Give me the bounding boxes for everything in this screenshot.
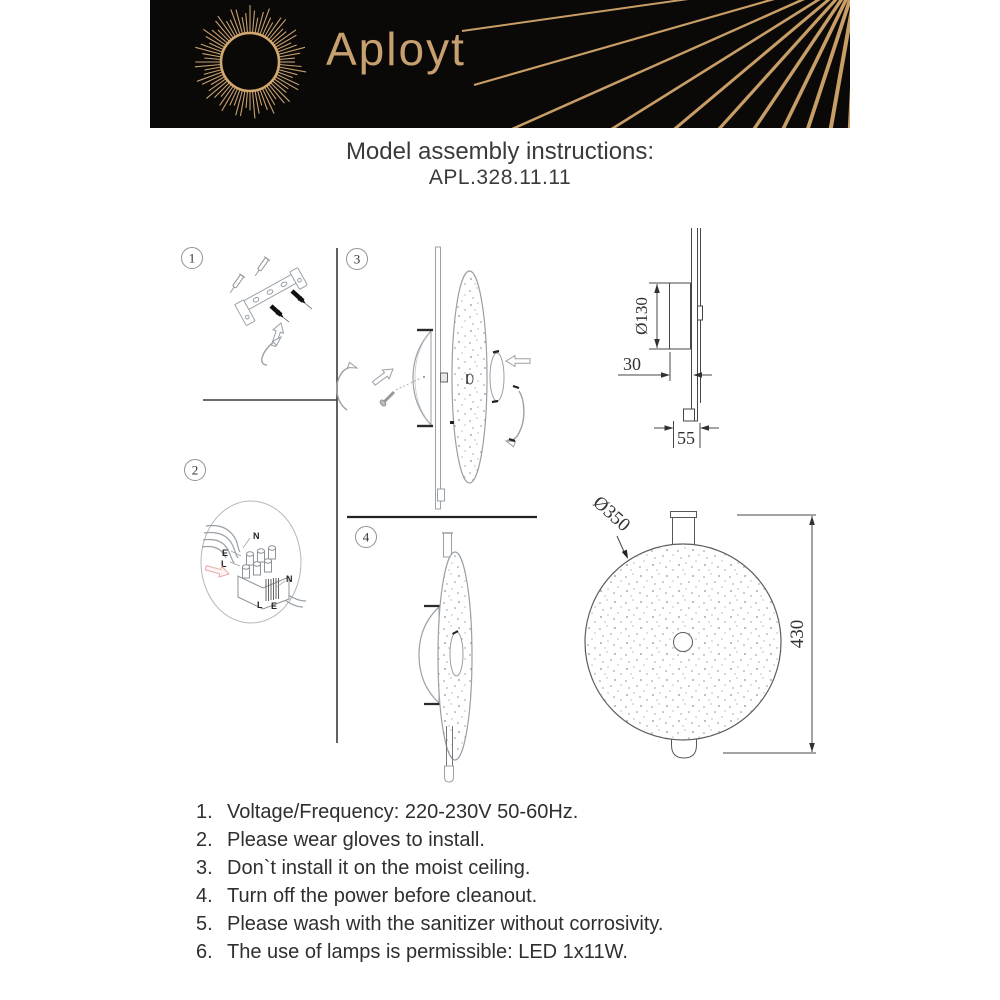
brand-name: Aployt	[326, 23, 466, 75]
dim-label-55: 55	[677, 428, 695, 448]
rail-profile	[692, 228, 698, 421]
lamp-disc-side	[450, 271, 487, 483]
rotate-arrow-icon	[262, 335, 283, 365]
corner-rays-decoration	[462, 0, 850, 128]
top-rod	[444, 533, 452, 557]
rail-connector	[441, 373, 448, 382]
attach-arrow-icon	[371, 365, 397, 388]
step-2-number: 2	[191, 462, 199, 478]
wire-label-l: L	[221, 559, 227, 569]
dim-label-130: Ø130	[632, 297, 651, 335]
lamp-disc-assembled	[438, 552, 472, 760]
top-stub	[673, 517, 695, 547]
wall-anchor-screws	[227, 257, 270, 295]
step-1-number: 1	[188, 250, 196, 266]
wire-label-e: E	[222, 548, 229, 558]
step-4-assembled-diagram	[419, 533, 472, 782]
dim-label-30: 30	[623, 354, 641, 374]
push-direction-arrows	[271, 291, 312, 322]
banner-decor	[150, 0, 850, 128]
assembly-drawings	[150, 228, 850, 790]
mount-bracket	[413, 330, 433, 426]
list-item: 2. Please wear gloves to install.	[196, 829, 485, 851]
terminal-label-e: E	[271, 601, 278, 611]
list-item: 1. Voltage/Frequency: 220-230V 50-60Hz.	[196, 801, 579, 823]
step-3-number: 3	[353, 251, 361, 267]
rotate-arrow-right-icon	[505, 386, 524, 447]
brand-banner	[150, 0, 850, 128]
step-2-wiring-diagram	[201, 501, 306, 623]
wire-label-n: N	[253, 531, 260, 541]
instruction-list	[150, 798, 850, 966]
push-arrow-icon	[506, 356, 530, 367]
step-3-exploded-diagram	[337, 247, 530, 509]
dim-label-350: Ø350	[588, 492, 635, 536]
diffuser-ring	[490, 351, 504, 402]
page-title: Model assembly instructions:	[345, 138, 655, 165]
model-number: APL.328.11.11	[428, 166, 572, 189]
list-item: 4. Turn off the power before cleanout.	[196, 885, 538, 907]
list-item: 3. Don`t install it on the moist ceiling.	[196, 857, 531, 879]
rotate-arrow-left-icon	[337, 362, 358, 410]
dim-350	[617, 536, 631, 560]
lamp-disc-front	[585, 544, 781, 740]
list-item: 6. The use of lamps is permissible: LED 1x11W.	[196, 941, 628, 963]
sunburst-ring	[221, 33, 279, 91]
terminal-label-n: N	[286, 574, 293, 584]
front-view-dimension-drawing	[585, 492, 816, 758]
step-4-number: 4	[362, 529, 370, 545]
wall-rail	[436, 247, 441, 509]
list-item: 5. Please wash with the sanitizer without corrosivity.	[196, 913, 664, 935]
dim-label-430: 430	[787, 619, 808, 649]
side-view-dimension-drawing	[618, 228, 719, 448]
terminal-label-l: L	[257, 600, 263, 610]
driver-box	[670, 283, 691, 349]
dim-130	[649, 283, 669, 349]
step-1-bracket-diagram	[227, 257, 312, 365]
sunburst-logo-icon	[195, 5, 306, 118]
